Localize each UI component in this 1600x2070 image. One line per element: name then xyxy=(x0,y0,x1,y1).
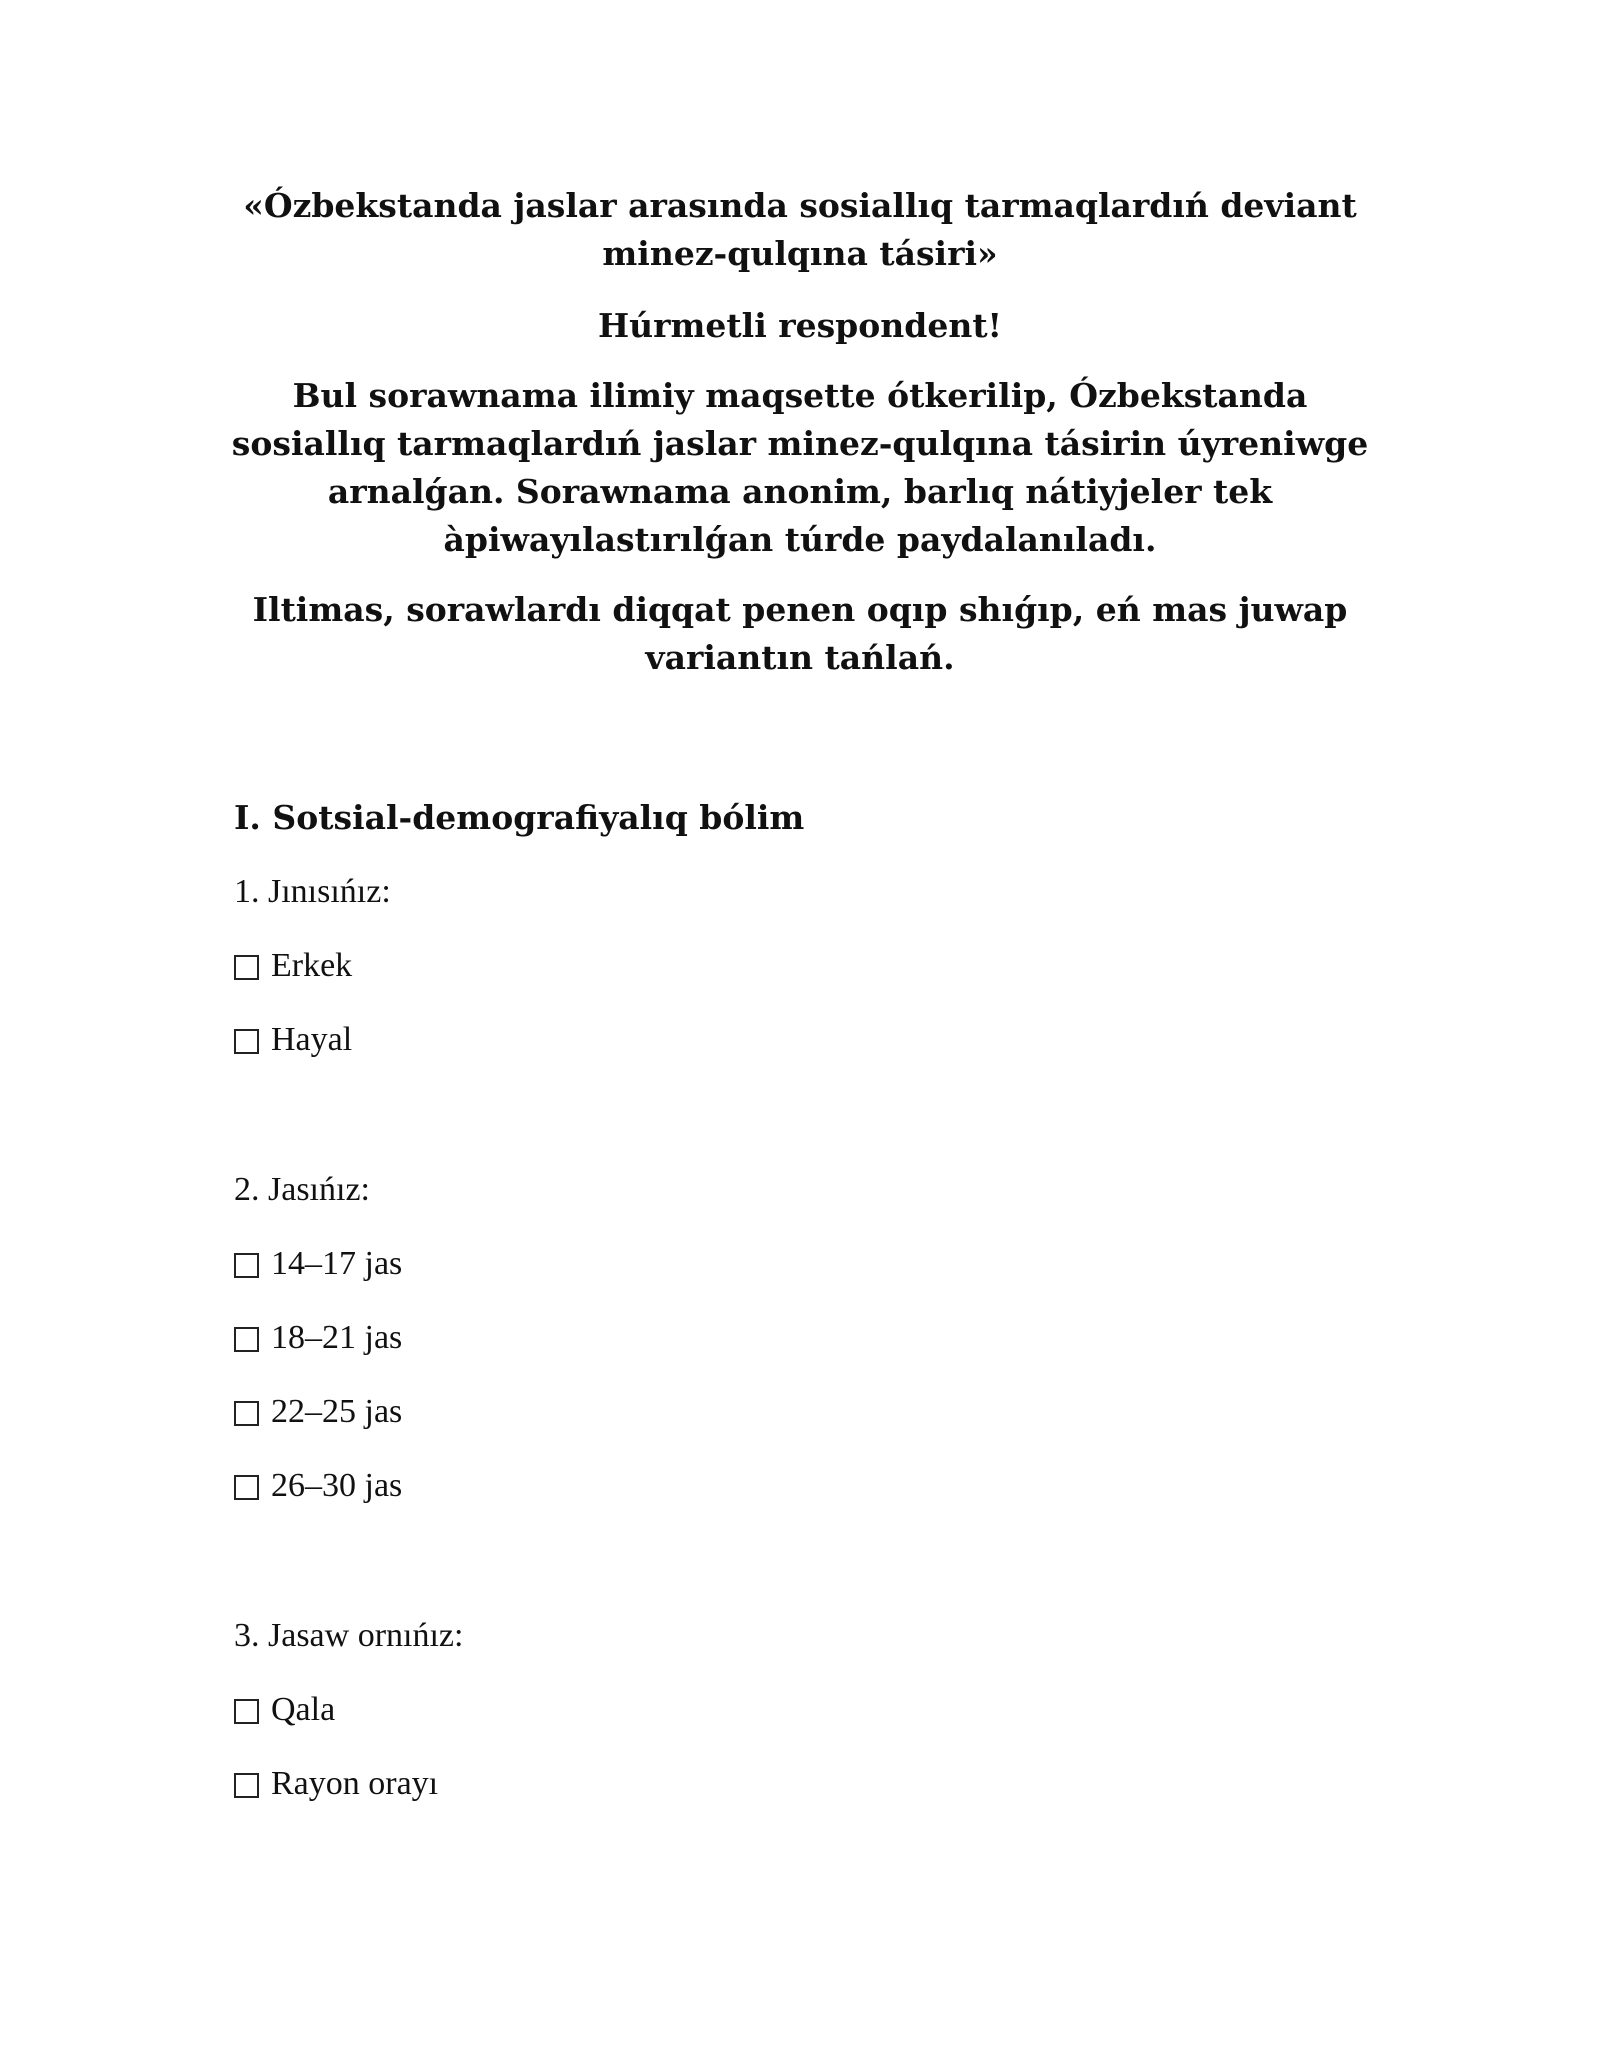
checkbox-empty-icon[interactable] xyxy=(234,1401,259,1426)
greeting: Húrmetli respondent! xyxy=(597,306,1003,345)
checkbox-empty-icon[interactable] xyxy=(234,1253,259,1278)
option-age-14-17[interactable] xyxy=(234,1244,1334,1284)
option-age-18-21[interactable] xyxy=(234,1318,1334,1358)
option-label: Rayon orayı xyxy=(271,1765,439,1802)
section-title: I. Sotsial-demografiyalıq bólim xyxy=(234,798,805,837)
option-label: 22–25 jas xyxy=(271,1393,403,1430)
option-label: 26–30 jas xyxy=(271,1467,403,1504)
option-label: Erkek xyxy=(271,947,353,984)
question-gender: 1. Jınısıńız: xyxy=(234,873,391,910)
option-age-22-25[interactable] xyxy=(234,1392,1334,1432)
option-label: 18–21 jas xyxy=(271,1319,403,1356)
question-age: 2. Jasıńız: xyxy=(234,1171,370,1208)
survey-title: «Ózbekstanda jaslar arasında sosiallıq tarmaqlardıń deviant minez-qulqına tásiri» xyxy=(243,186,1357,273)
instruction-paragraph: Iltimas, sorawlardı diqqat penen oqıp shıǵıp, eń mas juwap variantın tańlań. xyxy=(252,590,1348,677)
survey-header xyxy=(230,182,1370,682)
option-label: Hayal xyxy=(271,1021,353,1058)
option-hayal[interactable] xyxy=(234,1020,1334,1060)
option-label: 14–17 jas xyxy=(271,1245,403,1282)
checkbox-empty-icon[interactable] xyxy=(234,1773,259,1798)
checkbox-empty-icon[interactable] xyxy=(234,1327,259,1352)
option-label: Qala xyxy=(271,1691,336,1728)
intro-paragraph: Bul sorawnama ilimiy maqsette ótkerilip, Ózbekstanda sosiallıq tarmaqlardıń jaslar minez-qulqına tásirin úyreniwge arnalǵan. Sorawnama anonim, barlıq nátiyjeler tek àpiwayılastırılǵan túrde paydalanıladı. xyxy=(231,376,1369,559)
checkbox-empty-icon[interactable] xyxy=(234,1699,259,1724)
option-qala[interactable] xyxy=(234,1690,1334,1730)
question-residence: 3. Jasaw ornıńız: xyxy=(234,1617,464,1654)
checkbox-empty-icon[interactable] xyxy=(234,1029,259,1054)
option-rayon-orayi[interactable] xyxy=(234,1764,1334,1804)
checkbox-empty-icon[interactable] xyxy=(234,955,259,980)
option-age-26-30[interactable] xyxy=(234,1466,1334,1506)
survey-section xyxy=(234,798,1334,1804)
option-erkek[interactable] xyxy=(234,946,1334,986)
checkbox-empty-icon[interactable] xyxy=(234,1475,259,1500)
